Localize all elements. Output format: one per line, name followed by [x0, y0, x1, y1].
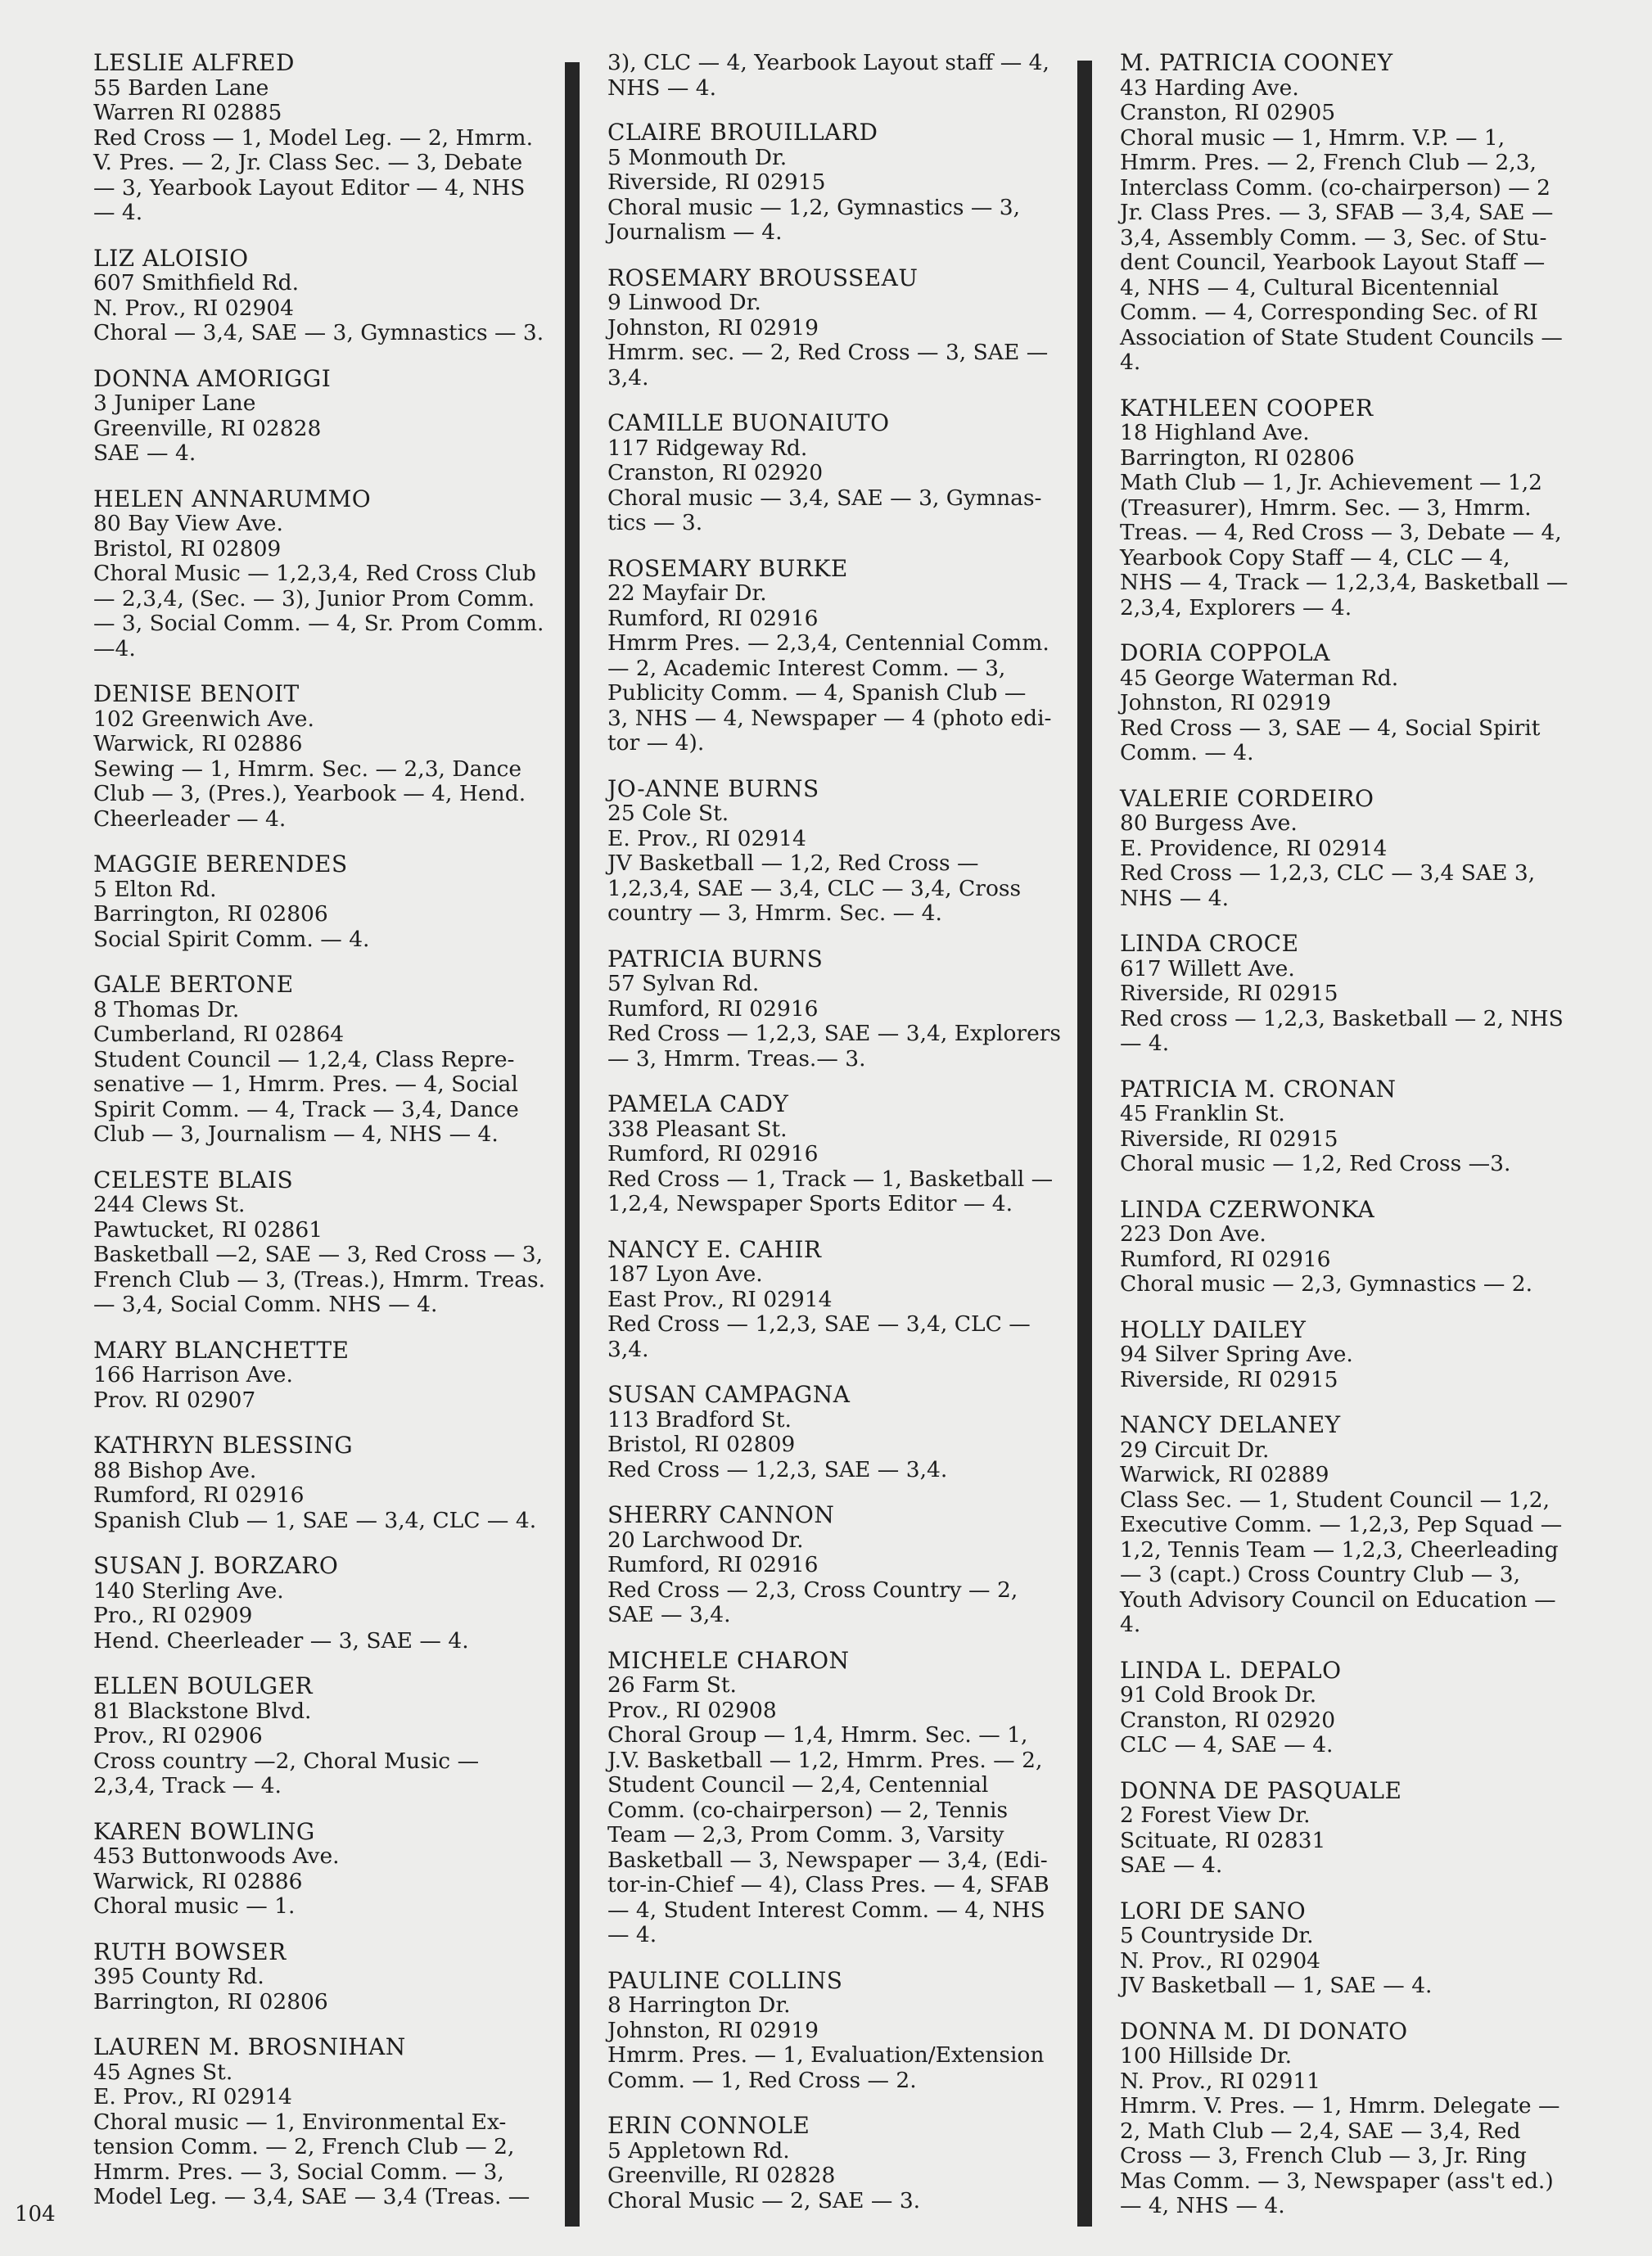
student-name: PAMELA CADY — [607, 1090, 789, 1117]
student-entry — [607, 554, 1082, 756]
student-activities: Choral music — 1, Hmrm. V.P. — 1, Hmrm. Pres. — 2, French Club — 2,3, Interclass Comm. (co-chairperson) — 2 Jr. Class Pres. — 3, SFAB — 3,4, SAE — 3,4, Assembly Comm. — 3, Sec. of Stu- dent Council, Yearbook Layout Staff — 4, NHS — 4, Cultural Bicentennial Comm. — 4, Corresponding Sec. of RI Association of State Student Councils — 4. — [1120, 124, 1563, 375]
student-address: 81 Blackstone Blvd. — [93, 1698, 312, 1724]
student-city: Prov., RI 02906 — [93, 1723, 263, 1748]
student-name: HELEN ANNARUMMO — [93, 485, 372, 512]
student-address: 45 George Waterman Rd. — [1120, 665, 1399, 691]
student-name: HOLLY DAILEY — [1120, 1315, 1307, 1343]
student-address: 102 Greenwich Ave. — [93, 706, 314, 732]
student-address: 25 Cole St. — [607, 801, 729, 826]
student-city: Warwick, RI 02889 — [1120, 1462, 1329, 1487]
student-name: RUTH BOWSER — [93, 1938, 287, 1965]
student-activities: Choral Group — 1,4, Hmrm. Sec. — 1, J.V. Basketball — 1,2, Hmrm. Pres. — 2, Student Council — 2,4, Centennial Comm. (co-chairperson) — 2, Tennis Team — 2,3, Prom Comm. 3, Varsity Basketball — 3, Newspaper — 3,4, (Edi- tor-in-Chief — 4), Class Pres. — 4, SFAB — 4, Student Interest Comm. — 4, NHS — 4. — [607, 1722, 1049, 1947]
student-name: MAGGIE BERENDES — [93, 851, 348, 878]
student-entry — [93, 1338, 568, 1414]
student-city: Bristol, RI 02809 — [607, 1432, 796, 1457]
student-name: GALE BERTONE — [93, 971, 294, 998]
student-entry — [93, 2035, 568, 2210]
student-activities: Choral music — 2,3, Gymnastics — 2. — [1120, 1271, 1533, 1297]
student-activities: Choral music — 1,2, Red Cross —3. — [1120, 1151, 1511, 1176]
student-entry — [1120, 932, 1595, 1057]
student-activities: Red Cross — 3, SAE — 4, Social Spirit Comm. — 4. — [1120, 715, 1541, 765]
student-entry — [607, 2114, 1082, 2213]
student-name: SHERRY CANNON — [607, 1501, 835, 1528]
student-entry — [607, 774, 1082, 927]
student-address: 140 Sterling Ave. — [93, 1577, 284, 1604]
page-number: 104 — [15, 2202, 56, 2227]
student-city: Greenville, RI 02828 — [607, 2163, 836, 2188]
student-city: Cranston, RI 02920 — [1120, 1707, 1336, 1733]
student-name: SUSAN J. BORZARO — [93, 1552, 339, 1579]
student-name: LORI DE SANO — [1120, 1897, 1307, 1924]
student-name: ELLEN BOULGER — [93, 1672, 314, 1699]
student-name: DORIA COPPOLA — [1120, 639, 1330, 666]
student-activities: Math Club — 1, Jr. Achievement — 1,2 (Treasurer), Hmrm. Sec. — 3, Hmrm. Treas. — 4, Red Cross — 3, Debate — 4, Yearbook Copy Staff — 4, CLC — 4, NHS — 4, Track — 1,2,3,4, Basketball — 2,3,4, Explorers — 4. — [1120, 470, 1568, 620]
student-activities: Red Cross — 1,2,3, CLC — 3,4 SAE 3, NHS — 4. — [1120, 860, 1536, 911]
student-entry — [93, 1674, 568, 1799]
student-entry — [607, 411, 1082, 536]
student-city: Cumberland, RI 02864 — [93, 1022, 345, 1047]
student-city: Prov. RI 02907 — [93, 1387, 256, 1413]
student-activities: SAE — 4. — [1120, 1852, 1223, 1878]
student-city: Warwick, RI 02886 — [93, 1868, 303, 1894]
student-address: 223 Don Ave. — [1120, 1221, 1266, 1247]
student-name: M. PATRICIA COONEY — [1120, 49, 1393, 76]
student-address: 395 County Rd. — [93, 1964, 264, 1989]
student-entry — [1120, 1077, 1595, 1177]
student-address: 617 Willett Ave. — [1120, 955, 1295, 981]
student-name: DENISE BENOIT — [93, 680, 300, 707]
student-name: MARY BLANCHETTE — [93, 1336, 350, 1364]
student-name: DONNA M. DI DONATO — [1120, 2017, 1408, 2045]
student-name: PATRICIA BURNS — [607, 945, 824, 972]
student-name: KATHLEEN COOPER — [1120, 394, 1374, 422]
student-address: 166 Harrison Ave. — [93, 1362, 293, 1387]
student-name: CLAIRE BROUILLARD — [607, 119, 878, 146]
student-entry — [93, 364, 568, 467]
student-name: CELESTE BLAIS — [93, 1166, 294, 1193]
student-entry — [607, 1503, 1082, 1628]
student-activities: Choral Music — 1,2,3,4, Red Cross Club — 2,3,4, (Sec. — 3), Junior Prom Comm. — 3, Social Comm. — 4, Sr. Prom Comm. —4. — [93, 561, 544, 661]
student-city: Cranston, RI 02905 — [1120, 100, 1336, 125]
student-city: Bristol, RI 02809 — [93, 535, 282, 562]
student-entry — [93, 682, 568, 832]
student-name: ROSEMARY BROUSSEAU — [607, 264, 919, 291]
student-address: 113 Bradford St. — [607, 1406, 792, 1433]
student-address: 453 Buttonwoods Ave. — [93, 1843, 340, 1869]
student-address: 91 Cold Brook Dr. — [1120, 1682, 1317, 1708]
student-city: E. Providence, RI 02914 — [1120, 835, 1388, 861]
student-name: PAULINE COLLINS — [607, 1966, 843, 1994]
student-city: Rumford, RI 02916 — [607, 995, 819, 1022]
student-city: Pawtucket, RI 02861 — [93, 1216, 323, 1243]
student-city: Rumford, RI 02916 — [607, 605, 819, 631]
student-entry — [93, 1433, 568, 1533]
student-address: 45 Franklin St. — [1120, 1101, 1285, 1126]
student-entry — [607, 1092, 1082, 1217]
student-activities: Red Cross — 1,2,3, SAE — 3,4, CLC — 3,4. — [607, 1311, 1031, 1362]
student-entry — [1120, 1658, 1595, 1758]
student-entry — [1120, 1315, 1595, 1393]
student-entry — [1120, 784, 1595, 912]
student-name: LINDA L. DEPALO — [1120, 1656, 1342, 1684]
student-activities: Choral music — 3,4, SAE — 3, Gymnas- tics — 3. — [607, 485, 1042, 535]
student-address: 5 Monmouth Dr. — [607, 144, 788, 170]
student-city: Warwick, RI 02886 — [93, 731, 303, 756]
student-name: LESLIE ALFRED — [93, 49, 295, 76]
student-activities: Choral — 3,4, SAE — 3, Gymnastics — 3. — [93, 320, 544, 345]
student-entry — [607, 1235, 1082, 1363]
student-city: N. Prov., RI 02911 — [1120, 2068, 1321, 2094]
student-activities: Choral music — 1,2, Gymnastics — 3, Journalism — 4. — [607, 194, 1021, 245]
student-address: 117 Ridgeway Rd. — [607, 435, 808, 461]
student-activities: Sewing — 1, Hmrm. Sec. — 2,3, Dance Club — 3, (Pres.), Yearbook — 4, Hend. Cheerleader — 4. — [93, 756, 526, 832]
student-city: Scituate, RI 02831 — [1120, 1827, 1326, 1853]
student-entry — [607, 947, 1082, 1072]
student-entry — [93, 487, 568, 662]
student-city: Warren RI 02885 — [93, 100, 282, 125]
student-activities: Social Spirit Comm. — 4. — [93, 926, 370, 952]
student-activities: Choral music — 1, Environmental Ex- tension Comm. — 2, French Club — 2, Hmrm. Pres. — 3, Social Comm. — 3, Model Leg. — 3,4, SAE — 3,4 (Treas. — — [93, 2109, 530, 2209]
student-activities: Choral Music — 2, SAE — 3. — [607, 2187, 921, 2213]
student-name: KATHRYN BLESSING — [93, 1432, 354, 1459]
student-address: 18 Highland Ave. — [1120, 420, 1310, 445]
student-activities: Red Cross — 1,2,3, SAE — 3,4, Explorers — 3, Hmrm. Treas.— 3. — [607, 1021, 1062, 1072]
student-city: Johnston, RI 02919 — [607, 2017, 819, 2043]
student-name: NANCY DELANEY — [1120, 1411, 1341, 1438]
student-activities: Red Cross — 1,2,3, SAE — 3,4. — [607, 1456, 948, 1482]
student-entry — [93, 972, 568, 1148]
student-name: LAUREN M. BROSNIHAN — [93, 2033, 406, 2060]
student-name: CAMILLE BUONAIUTO — [607, 409, 890, 436]
column-1 — [93, 51, 568, 2231]
student-entry — [1120, 396, 1595, 621]
student-city: Rumford, RI 02916 — [93, 1482, 305, 1508]
student-name: DONNA DE PASQUALE — [1120, 1776, 1402, 1804]
student-activities: Spanish Club — 1, SAE — 3,4, CLC — 4. — [93, 1507, 537, 1533]
student-entry — [1120, 1195, 1595, 1297]
student-entry — [1120, 1413, 1595, 1638]
student-activities: Basketball —2, SAE — 3, Red Cross — 3, French Club — 3, (Treas.), Hmrm. Treas. — 3,4, Social Comm. NHS — 4. — [93, 1242, 546, 1317]
student-city: Barrington, RI 02806 — [1120, 444, 1355, 471]
student-activities: SAE — 4. — [93, 440, 196, 466]
student-city: Riverside, RI 02915 — [1120, 981, 1338, 1006]
student-address: 55 Barden Lane — [93, 74, 269, 101]
student-address: 80 Burgess Ave. — [1120, 810, 1298, 836]
student-activities: Choral music — 1. — [93, 1893, 296, 1919]
student-address: 100 Hillside Dr. — [1120, 2043, 1293, 2069]
student-city: Riverside, RI 02915 — [1120, 1126, 1338, 1152]
student-activities: Class Sec. — 1, Student Council — 1,2, Executive Comm. — 1,2,3, Pep Squad — 1,2, Tennis Team — 1,2,3, Cheerleading — 3 (capt.) Cross Country Club — 3, Youth Advisory Council on Education — 4. — [1120, 1487, 1563, 1637]
student-city: N. Prov., RI 02904 — [1120, 1947, 1321, 1974]
student-address: 57 Sylvan Rd. — [607, 971, 760, 996]
student-activities: Red Cross — 1, Model Leg. — 2, Hmrm. V. Pres. — 2, Jr. Class Sec. — 3, Debate — 3, Yearbook Layout Editor — 4, NHS — 4. — [93, 124, 533, 225]
student-address: 9 Linwood Dr. — [607, 290, 761, 315]
student-address: 607 Smithfield Rd. — [93, 270, 300, 296]
student-address: 5 Countryside Dr. — [1120, 1923, 1314, 1948]
student-city: Rumford, RI 02916 — [1120, 1246, 1331, 1272]
student-name: ERIN CONNOLE — [607, 2112, 810, 2139]
student-activities: CLC — 4, SAE — 4. — [1120, 1732, 1334, 1757]
student-activities: JV Basketball — 1,2, Red Cross — 1,2,3,4, SAE — 3,4, CLC — 3,4, Cross country — 3, Hmrm. Sec. — 4. — [607, 851, 1022, 926]
student-address: 2 Forest View Dr. — [1120, 1803, 1311, 1828]
student-city: Johnston, RI 02919 — [1120, 690, 1331, 715]
student-entry — [607, 266, 1082, 391]
student-city: E. Prov., RI 02914 — [607, 825, 806, 851]
student-name: LINDA CROCE — [1120, 930, 1299, 957]
student-city: Barrington, RI 02806 — [93, 1988, 328, 2015]
student-address: 5 Appletown Rd. — [607, 2137, 790, 2164]
student-city: Barrington, RI 02806 — [93, 901, 328, 927]
student-activities: Hend. Cheerleader — 3, SAE — 4. — [93, 1627, 469, 1654]
student-city: Riverside, RI 02915 — [1120, 1366, 1338, 1392]
student-name: NANCY E. CAHIR — [607, 1235, 822, 1263]
student-address: 5 Elton Rd. — [93, 876, 217, 902]
student-name: JO-ANNE BURNS — [607, 774, 819, 802]
student-activities: Hmrm. V. Pres. — 1, Hmrm. Delegate — 2, Math Club — 2,4, SAE — 3,4, Red Cross — 3, French Club — 3, Jr. Ring Mas Comm. — 3, Newspaper (ass't ed.) — 4, NHS — 4. — [1120, 2093, 1560, 2218]
student-name: ROSEMARY BURKE — [607, 554, 848, 582]
student-address: 22 Mayfair Dr. — [607, 580, 767, 606]
student-activities: Student Council — 1,2,4, Class Repre- senative — 1, Hmrm. Pres. — 4, Social Spirit Comm. — 4, Track — 3,4, Dance Club — 3, Journalism — 4, NHS — 4. — [93, 1046, 519, 1147]
student-name: LINDA CZERWONKA — [1120, 1195, 1375, 1223]
student-city: Pro., RI 02909 — [93, 1603, 253, 1628]
student-entry — [607, 1646, 1082, 1948]
student-entry — [1120, 1899, 1595, 1999]
student-name: SUSAN CAMPAGNA — [607, 1381, 851, 1408]
student-activities: Hmrm. Pres. — 1, Evaluation/Extension Comm. — 1, Red Cross — 2. — [607, 2042, 1045, 2093]
student-entry — [93, 1554, 568, 1654]
student-address: 244 Clews St. — [93, 1192, 246, 1217]
student-entry — [607, 120, 1082, 246]
student-entry — [607, 1966, 1082, 2094]
student-city: Rumford, RI 02916 — [607, 1141, 819, 1166]
student-address: 3 Juniper Lane — [93, 390, 256, 416]
student-entry — [93, 1940, 568, 2015]
student-name: MICHELE CHARON — [607, 1646, 850, 1674]
student-address: 88 Bishop Ave. — [93, 1457, 257, 1483]
student-entry — [93, 1817, 568, 1920]
entry-continuation: 3), CLC — 4, Yearbook Layout staff — 4, NHS — 4. — [607, 50, 1049, 101]
student-city: E. Prov., RI 02914 — [93, 2084, 292, 2109]
student-name: DONNA AMORIGGI — [93, 364, 332, 392]
student-address: 338 Pleasant St. — [607, 1116, 788, 1142]
student-entry — [1120, 51, 1595, 376]
student-address: 26 Farm St. — [607, 1672, 737, 1698]
student-activities: Red Cross — 2,3, Cross Country — 2, SAE — 3,4. — [607, 1577, 1018, 1627]
student-city: Prov., RI 02908 — [607, 1697, 777, 1723]
student-address: 187 Lyon Ave. — [607, 1261, 763, 1287]
student-address: 43 Harding Ave. — [1120, 74, 1299, 101]
student-entry — [1120, 2019, 1595, 2219]
student-city: N. Prov., RI 02904 — [93, 295, 295, 321]
student-address: 94 Silver Spring Ave. — [1120, 1342, 1353, 1367]
student-address: 29 Circuit Dr. — [1120, 1437, 1270, 1463]
student-activities: Red cross — 1,2,3, Basketball — 2, NHS — 4. — [1120, 1005, 1564, 1056]
student-city: East Prov., RI 02914 — [607, 1286, 833, 1312]
student-entry — [93, 852, 568, 952]
student-entry — [607, 1383, 1082, 1482]
student-city: Cranston, RI 02920 — [607, 460, 824, 485]
student-name: LIZ ALOISIO — [93, 244, 249, 272]
student-activities: Hmrm Pres. — 2,3,4, Centennial Comm. — 2, Academic Interest Comm. — 3, Publicity Comm. — 4, Spanish Club — 3, NHS — 4, Newspaper — 4 (photo edi- tor — 4). — [607, 630, 1052, 756]
student-entry — [1120, 1776, 1595, 1879]
student-address: 8 Thomas Dr. — [93, 996, 240, 1022]
student-address: 45 Agnes St. — [93, 2059, 233, 2085]
student-entry — [1120, 641, 1595, 766]
student-city: Greenville, RI 02828 — [93, 415, 322, 441]
student-activities: Hmrm. sec. — 2, Red Cross — 3, SAE — 3,4. — [607, 340, 1049, 390]
student-activities: Cross country —2, Choral Music — 2,3,4, Track — 4. — [93, 1748, 480, 1798]
student-activities: JV Basketball — 1, SAE — 4. — [1120, 1973, 1433, 1998]
column-2 — [607, 51, 1082, 2234]
student-name: PATRICIA M. CRONAN — [1120, 1075, 1397, 1103]
student-address: 20 Larchwood Dr. — [607, 1527, 804, 1553]
student-entry — [93, 51, 568, 226]
student-city: Rumford, RI 02916 — [607, 1552, 819, 1577]
student-city: Riverside, RI 02915 — [607, 169, 826, 195]
student-address: 80 Bay View Ave. — [93, 511, 283, 536]
student-name: KAREN BOWLING — [93, 1817, 315, 1845]
student-entry — [93, 246, 568, 346]
student-activities: Red Cross — 1, Track — 1, Basketball — 1,2,4, Newspaper Sports Editor — 4. — [607, 1166, 1054, 1216]
student-address: 8 Harrington Dr. — [607, 1992, 791, 2018]
student-city: Johnston, RI 02919 — [607, 314, 819, 341]
column-3 — [1120, 51, 1595, 2240]
student-name: VALERIE CORDEIRO — [1120, 784, 1374, 812]
student-entry — [93, 1168, 568, 1318]
